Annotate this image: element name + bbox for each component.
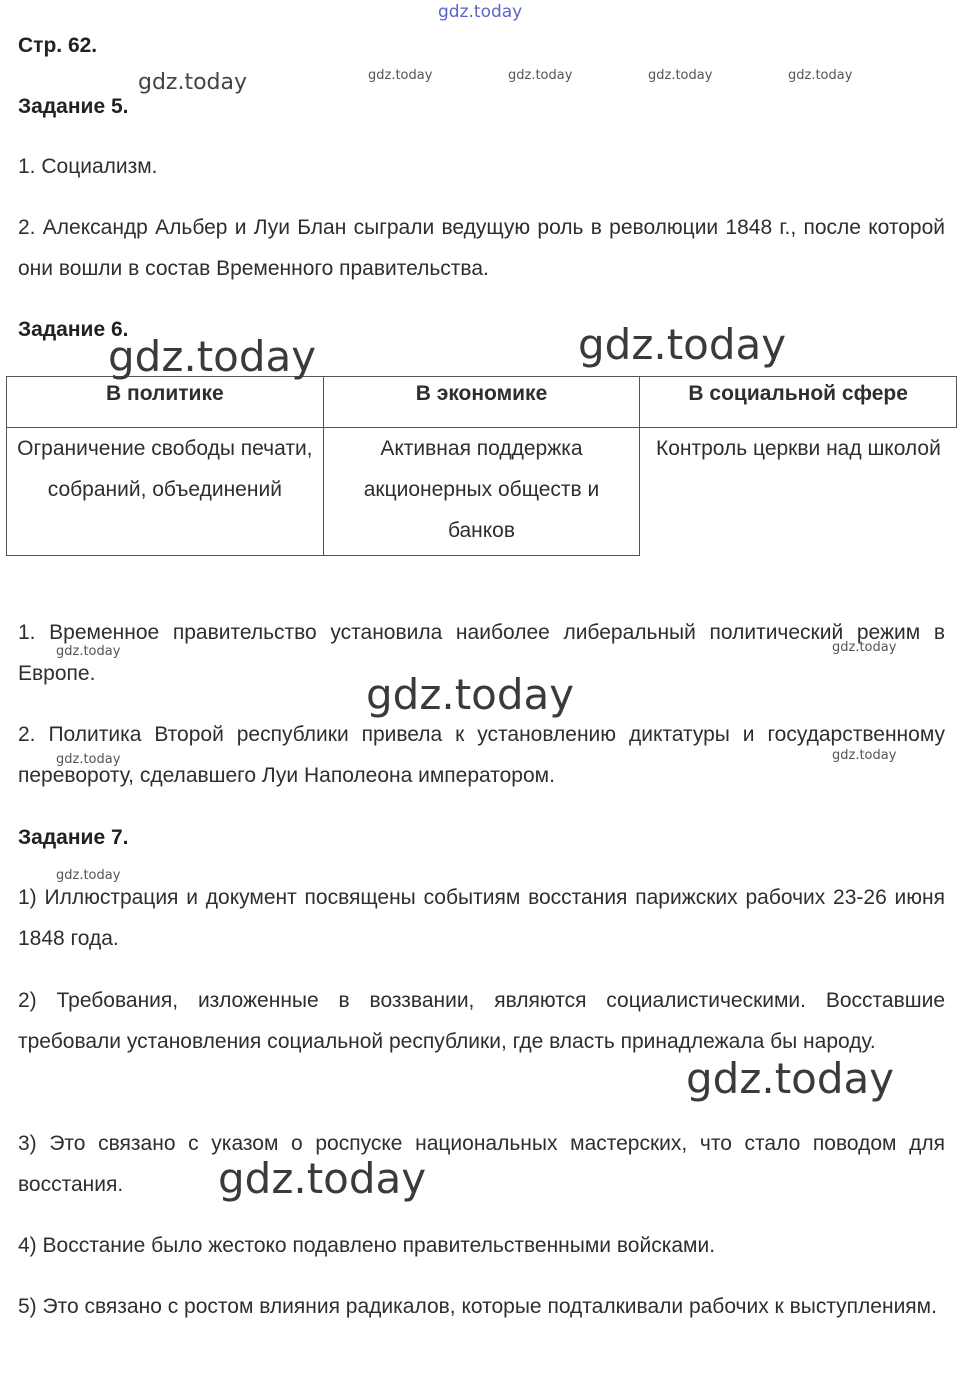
task6-item-1: 1. Временное правительство установила наиболее либеральный политический режим в Европе. — [18, 621, 945, 685]
task7-item-3: 3) Это связано с указом о роспуске национальных мастерских, что стало поводом для восстания. — [18, 1132, 945, 1196]
watermark: gdz.today — [686, 1054, 895, 1103]
watermark: gdz.today — [108, 332, 317, 381]
watermark: gdz.today — [56, 868, 121, 883]
task7-item-1: 1) Иллюстрация и документ посвящены событиям восстания парижских рабочих 23-26 июня 1848 года. — [18, 886, 945, 950]
task7-item-2: 2) Требования, изложенные в воззвании, являются социалистическими. Восставшие требовали установления социальной республики, где власть принадлежала бы народу. — [18, 989, 945, 1053]
table-row — [7, 428, 957, 556]
watermark: gdz.today — [788, 68, 853, 83]
table-cell-politics: Ограничение свободы печати, собраний, объединений — [7, 428, 324, 556]
task5-heading: Задание 5. — [18, 95, 129, 118]
watermark: gdz.today — [56, 644, 121, 659]
task7-item-4: 4) Восстание было жестоко подавлено правительственными войсками. — [18, 1234, 716, 1257]
watermark: gdz.today — [832, 748, 897, 763]
table-cell-social: Контроль церкви над школой — [640, 428, 957, 556]
task6-item-2: 2. Политика Второй республики привела к установлению диктатуры и государственному перевороту, сделавшего Луи Наполеона императором. — [18, 723, 945, 787]
task6-heading: Задание 6. — [18, 318, 129, 341]
watermark-top: gdz.today — [438, 2, 523, 22]
watermark: gdz.today — [366, 670, 575, 719]
task5-item-1: 1. Социализм. — [18, 155, 158, 178]
watermark: gdz.today — [368, 68, 433, 83]
table-header-row — [7, 377, 957, 428]
watermark: gdz.today — [578, 320, 787, 369]
watermark: gdz.today — [508, 68, 573, 83]
table-header-social: В социальной сфере — [640, 377, 957, 428]
watermark: gdz.today — [138, 70, 248, 95]
table-cell-economy: Активная поддержка акционерных обществ и банков — [323, 428, 640, 556]
table-header-economy: В экономике — [323, 377, 640, 428]
task7-item-5: 5) Это связано с ростом влияния радикалов, которые подталкивали рабочих к выступлениям. — [18, 1295, 937, 1318]
table-header-politics: В политике — [7, 377, 324, 428]
task7-heading: Задание 7. — [18, 826, 129, 849]
watermark: gdz.today — [218, 1154, 427, 1203]
watermark: gdz.today — [56, 752, 121, 767]
task5-item-2: 2. Александр Альбер и Луи Блан сыграли ведущую роль в революции 1848 г., после которой они вошли в состав Временного правительства. — [18, 216, 945, 280]
watermark: gdz.today — [648, 68, 713, 83]
watermark: gdz.today — [832, 640, 897, 655]
page-reference: Стр. 62. — [18, 34, 98, 57]
task6-table — [6, 376, 957, 556]
